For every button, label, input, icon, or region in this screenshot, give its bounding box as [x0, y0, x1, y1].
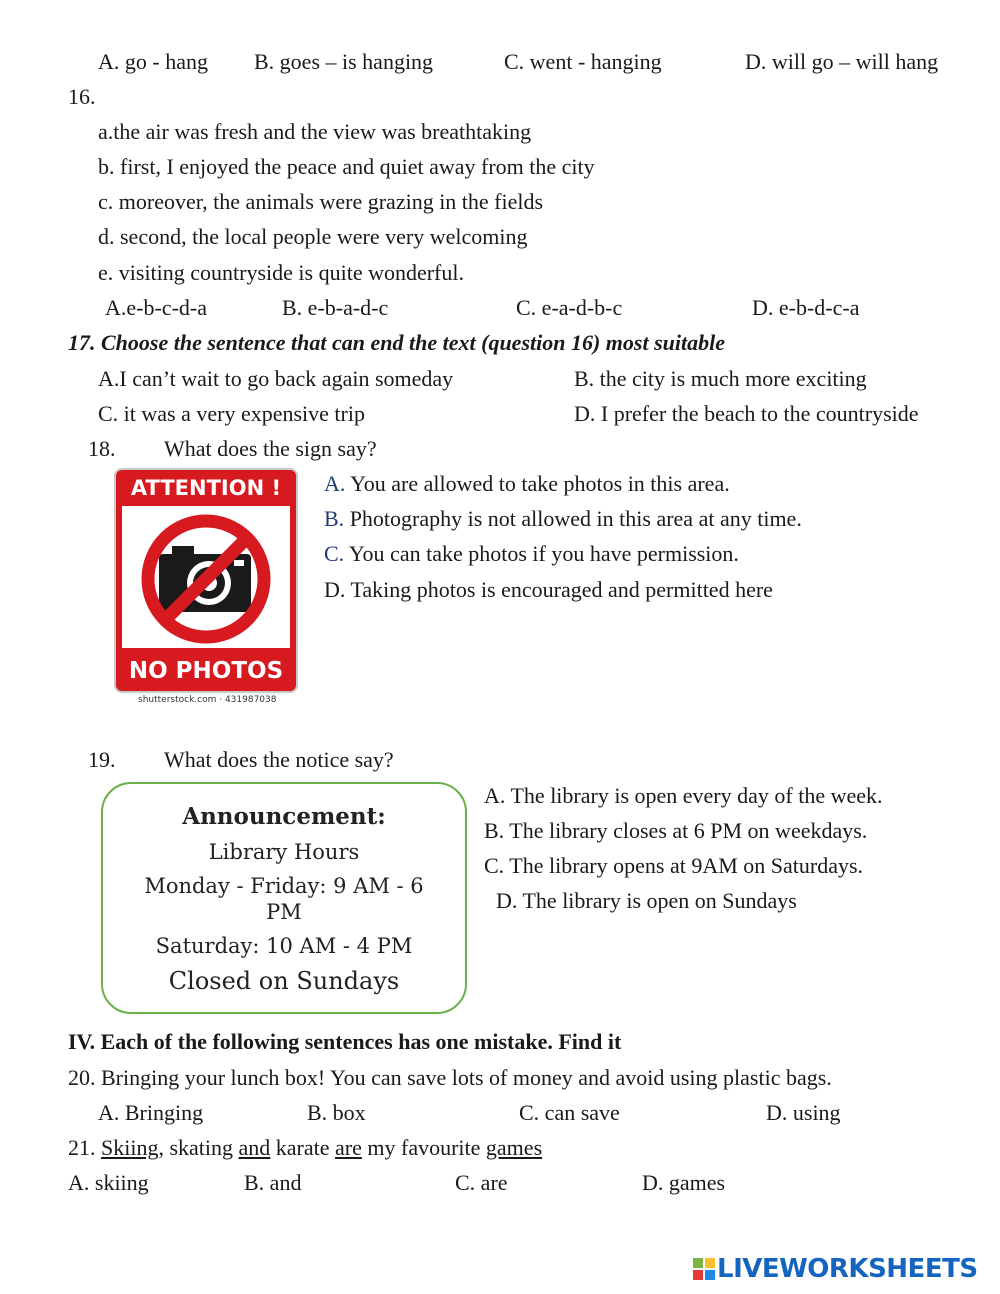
library-notice: [101, 782, 467, 1014]
notice-line-weekdays-cont: PM: [266, 900, 302, 924]
q21-underlined-word: games: [485, 1135, 543, 1160]
sign-panel: [122, 506, 290, 648]
q20-option-d: D. using: [766, 1100, 841, 1125]
q21-underlined-word: Skiing: [101, 1135, 159, 1160]
q17-option-b: B. the city is much more exciting: [574, 366, 867, 391]
liveworksheets-logo-icon: [693, 1258, 715, 1280]
q15-option-c: C. went - hanging: [504, 49, 662, 74]
q18-option-c: C. You can take photos if you have permission.: [324, 541, 739, 566]
q19-option-a: A. The library is open every day of the week.: [484, 783, 883, 808]
q18-option-d: D. Taking photos is encouraged and permitted here: [324, 577, 773, 602]
image-credit: shutterstock.com · 431987038: [138, 695, 277, 705]
notice-line-hours: Library Hours: [208, 840, 360, 864]
liveworksheets-logo[interactable]: LIVEWORKSHEETS: [717, 1254, 978, 1284]
q19-number: 19.: [88, 747, 116, 772]
q21-underlined-word: and: [238, 1135, 271, 1160]
q16-option-c: C. e-a-d-b-c: [516, 295, 623, 320]
q17-option-c: C. it was a very expensive trip: [98, 401, 365, 426]
q15-option-d: D. will go – will hang: [745, 49, 939, 74]
q16-item-d: d. second, the local people were very welcoming: [98, 224, 528, 249]
no-camera-icon: [122, 506, 290, 648]
q17-option-a: A.I can’t wait to go back again someday: [98, 366, 454, 391]
q20-option-a: A. Bringing: [98, 1100, 204, 1125]
q17-question: 17. Choose the sentence that can end the text (question 16) most suitable: [68, 330, 725, 355]
q21-option-d: D. games: [642, 1170, 726, 1195]
notice-title: Announcement:: [182, 803, 386, 830]
q20-question: 20. Bringing your lunch box! You can save lots of money and avoid using plastic bags.: [68, 1065, 832, 1090]
no-photos-sign: [116, 470, 296, 691]
q17-option-d: D. I prefer the beach to the countryside: [574, 401, 919, 426]
q19-option-b: B. The library closes at 6 PM on weekdays.: [484, 818, 868, 843]
q18-question: What does the sign say?: [164, 436, 377, 461]
q19-option-c: C. The library opens at 9AM on Saturdays.: [484, 853, 864, 878]
q16-item-e: e. visiting countryside is quite wonderful.: [98, 260, 464, 285]
q18-number: 18.: [88, 436, 116, 461]
sign-footer: NO PHOTOS: [128, 658, 284, 684]
q21-option-c: C. are: [455, 1170, 508, 1195]
sign-header: ATTENTION !: [130, 476, 282, 500]
q18-option-a: A. You are allowed to take photos in this area.: [324, 471, 730, 496]
q19-option-d: D. The library is open on Sundays: [496, 888, 797, 913]
notice-line-weekdays: Monday - Friday: 9 AM - 6: [144, 874, 424, 898]
q21-question: 21. Skiing, skating and karate are my favourite games: [68, 1135, 543, 1160]
q15-option-a: A. go - hang: [98, 49, 208, 74]
q16-item-a: a.the air was fresh and the view was breathtaking: [98, 119, 532, 144]
q15-option-b: B. goes – is hanging: [254, 49, 434, 74]
q16-number: 16.: [68, 84, 96, 109]
q16-option-b: B. e-b-a-d-c: [282, 295, 389, 320]
q18-option-b: B. Photography is not allowed in this area at any time.: [324, 506, 802, 531]
q16-option-a: A.e-b-c-d-a: [105, 295, 207, 320]
notice-line-sunday: Closed on Sundays: [168, 967, 400, 995]
q20-option-c: C. can save: [519, 1100, 620, 1125]
section-iv-heading: IV. Each of the following sentences has one mistake. Find it: [68, 1029, 622, 1054]
q20-option-b: B. box: [307, 1100, 366, 1125]
q16-item-b: b. first, I enjoyed the peace and quiet away from the city: [98, 154, 595, 179]
q21-option-a: A. skiing: [68, 1170, 149, 1195]
q16-option-d: D. e-b-d-c-a: [752, 295, 860, 320]
q19-question: What does the notice say?: [164, 747, 394, 772]
q21-option-b: B. and: [244, 1170, 302, 1195]
q21-underlined-word: are: [335, 1135, 362, 1160]
q16-item-c: c. moreover, the animals were grazing in the fields: [98, 189, 544, 214]
notice-line-saturday: Saturday: 10 AM - 4 PM: [155, 934, 413, 958]
